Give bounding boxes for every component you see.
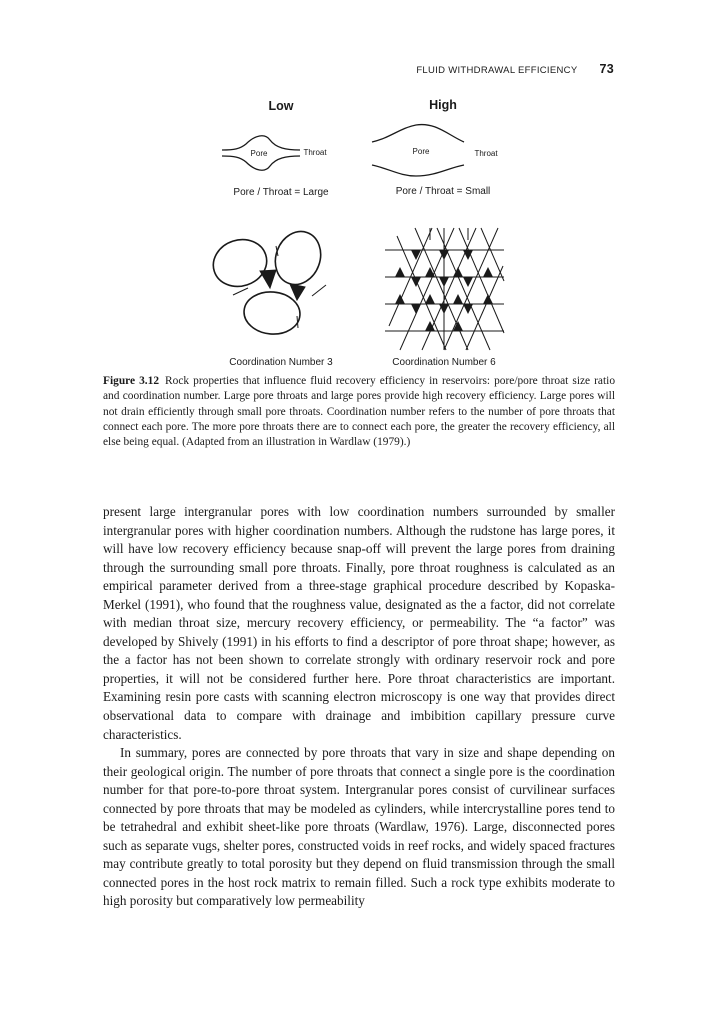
figure-illustration	[100, 88, 620, 370]
coordination-6-label: Coordination Number 6	[392, 357, 496, 368]
throat-label-high: Throat	[474, 149, 498, 158]
ratio-large-label: Pore / Throat = Large	[233, 187, 329, 198]
coordination-6-diagram	[385, 228, 504, 350]
body-text	[103, 503, 615, 911]
coordination-3-diagram	[207, 225, 328, 336]
running-title: FLUID WITHDRAWAL EFFICIENCY	[416, 65, 578, 76]
figure-caption	[103, 374, 615, 450]
running-header	[0, 62, 614, 76]
pore-label-high: Pore	[412, 147, 430, 156]
pore-label-low: Pore	[250, 149, 268, 158]
coordination-3-label: Coordination Number 3	[229, 357, 333, 368]
figure-label: Figure 3.12	[103, 375, 160, 387]
figure-3-12	[100, 88, 620, 370]
low-heading: Low	[268, 99, 294, 113]
body-paragraph-2: In summary, pores are connected by pore throats that vary in size and shape depending on their geological origin. The number of pore throats that connect a single pore is the coordination number for that pore-to-pore throat system. Intergranular pores consist of curvilinear surfaces connected by pore throats that may be modeled as cylinders, while intercrystalline pores tend to be tetrahedral and exhibit sheet-like pore throats (Wardlaw, 1976). Large, disconnected pores such as separate vugs, shelter pores, constructed voids in reef rocks, and widely spaced fractures may contribute greatly to total porosity but they depend on fluid transmission through the small connected pores in the host rock matrix to remain filled. Such a rock type exhibits moderate to high porosity but comparatively low permeability	[103, 745, 615, 909]
ratio-small-label: Pore / Throat = Small	[395, 186, 491, 197]
body-paragraph-1: present large intergranular pores with low coordination numbers surrounded by smaller intergranular pores with higher coordination numbers. Although the rudstone has large pores, it will have low recovery efficiency because snap-off will prevent the large pores from draining through the surrounding small pore throats. Finally, pore throat roughness is calculated as an empirical parameter derived from a three-stage graphical procedure described by Kopaska-Merkel (1991), who found that the roughness value, designated as the a factor, did not correlate with median throat size, mercury recovery efficiency, or permeability. The “a factor” was developed by Shively (1991) in his efforts to find a descriptor of pore throat shape; however, as the a factor has not been shown to correlate strongly with ordinary reservoir rock and pore properties, it will not be considered further here. Pore throat characteristics are important. Examining resin pore casts with scanning electron microscopy is one way that provides direct observational data to compare with drainage and imbibition capillary pressure curve characteristics.	[103, 504, 615, 742]
page-number: 73	[599, 62, 614, 76]
high-heading: High	[429, 98, 457, 112]
throat-label-low: Throat	[303, 148, 327, 157]
caption-text: Rock properties that influence fluid recovery efficiency in reservoirs: pore/pore throat size ratio and coordination number. Large pore throats and large pores provide high recovery efficiency. Large pores will not drain efficiently through small pore throats. Coordination number refers to the number of pore throats that connect each pore. The more pore throats there are to connect each pore, the greater the recovery efficiency, all else being equal. (Adapted from an illustration in Wardlaw (1979).)	[103, 375, 616, 449]
